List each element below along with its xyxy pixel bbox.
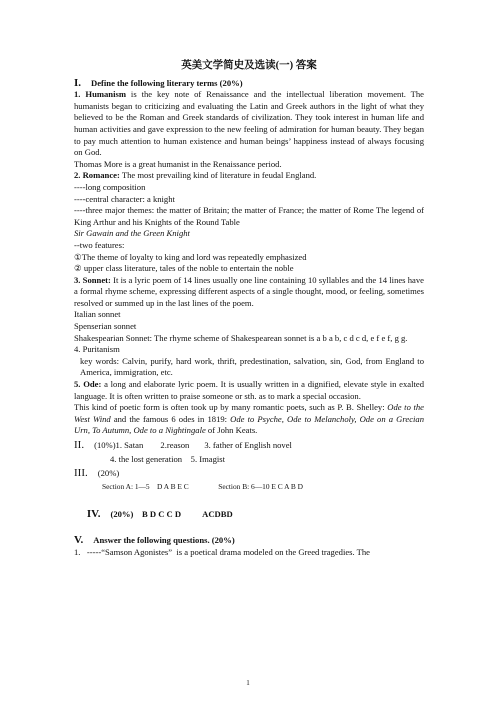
sonnet-line-1: Italian sonnet [74, 309, 121, 320]
romance-line-7: ② upper class literature, tales of the noble to entertain the noble [74, 263, 294, 274]
section-4 [74, 497, 424, 532]
romance-line-3: ----three major themes: the matter of Britain; the matter of France; the matter of Rome The legend of King Arthur and his Knights of the Round Table [74, 205, 424, 227]
puritanism-text: key words: Calvin, purify, hard work, thrift, predestination, salvation, sin, God, from England to America, immigration, etc. [80, 355, 424, 378]
humanism-definition [74, 89, 424, 159]
puritanism-label: 4. Puritanism [74, 344, 120, 355]
section-5-title: Answer the following questions. (20%) [93, 535, 235, 546]
romance-line-2: ----central character: a knight [74, 193, 175, 204]
section-2 [74, 440, 424, 452]
section-4-answers: (20%) B D C C D ACDBD [110, 508, 233, 519]
romance-line-6: ①The theme of loyalty to king and lord was repeatedly emphasized [74, 251, 307, 262]
sonnet-line-3: Shakespearian Sonnet: The rhyme scheme of Shakespearean sonnet is a b a b, c d c d, e f e f, g g. [74, 332, 408, 343]
ode-keats-list: Ode to Psyche, Ode to Melancholy, Ode on a Grecian Urn, To Autumn, Ode to a Nightingale [74, 413, 425, 436]
humanism-label: 1. Humanism [74, 89, 126, 100]
humanism-extra: Thomas More is a great humanist in the Renaissance period. [74, 158, 282, 169]
section-2-line-1: (10%)1. Satan 2.reason 3. father of English novel [94, 440, 292, 450]
ode-examples-end: of John Keats. [205, 425, 258, 436]
section-3 [74, 468, 424, 480]
ode-examples-mid: and the famous 6 odes in 1819: [110, 413, 231, 424]
humanism-text: is the key note of Renaissance and the intellectual liberation movement. The humanists began to criticizing and evaluating the Latin and Greek authors in the light of what they believed to be the Roman and Greek standards of civilization. They took interest in human life and human activities and gave expression to the new feeling of admiration for human beauty. They began to pay much attention to human existence and human beings’ happiness instead of always focusing on God. [74, 89, 424, 158]
romance-definition [74, 170, 424, 182]
ode-definition [74, 379, 424, 402]
romance-line-4: Sir Gawain and the Green Knight [74, 228, 190, 239]
ode-label: 5. Ode: [74, 379, 102, 390]
section-2-number: II. [74, 439, 85, 451]
sonnet-label: 3. Sonnet: [74, 274, 111, 285]
romance-label: 2. Romance: [74, 170, 120, 181]
page-title: 英美文学简史及选读(一) 答案 [181, 60, 317, 71]
romance-text: The most prevailing kind of literature in feudal England. [119, 170, 317, 181]
sonnet-line-2: Spenserian sonnet [74, 321, 137, 332]
romance-line-1: ----long composition [74, 181, 146, 192]
section-3-number: III. [74, 467, 88, 480]
section-5-number: V. [74, 534, 84, 547]
page-number: 1 [246, 679, 250, 687]
section-1-title: Define the following literary terms (20%) [91, 77, 243, 88]
section-3-line-2: Section A: 1—5 D A B E C Section B: 6—10 E C A B D [102, 481, 303, 491]
section-1-number: I. [74, 76, 82, 89]
document-content [74, 60, 424, 558]
sonnet-definition [74, 275, 424, 310]
romance-line-5: --two features: [74, 239, 125, 250]
ode-examples-intro: This kind of poetic form is often took up by many romantic poets, such as P. B. Shelley: [74, 402, 388, 413]
section-5-heading [74, 535, 424, 547]
section-3-line-1: (20%) [97, 468, 120, 479]
section-1-heading [74, 78, 424, 90]
section-4-number: IV. [86, 507, 101, 520]
ode-text: a long and elaborate lyric poem. It is usually written in a dignified, elevate style in exalted language. It is often written to praise someone or sth. as to mark a special occasion. [74, 379, 424, 401]
section-5-question-1: 1. -----“Samson Agonistes” is a poetical drama modeled on the Greed tragedies. The [74, 546, 370, 557]
section-2-line-2: 4. the lost generation 5. Imagist [110, 453, 226, 464]
ode-west-wind: Ode to the West Wind [74, 402, 424, 424]
sonnet-text: It is a lyric poem of 14 lines usually one line containing 10 syllables and the 14 lines have a formal rhyme scheme, expressing different aspects of a single thought, mood, or feeling, sometimes resolved or summed up in the last lines of the poem. [74, 274, 424, 308]
ode-examples [74, 402, 424, 437]
